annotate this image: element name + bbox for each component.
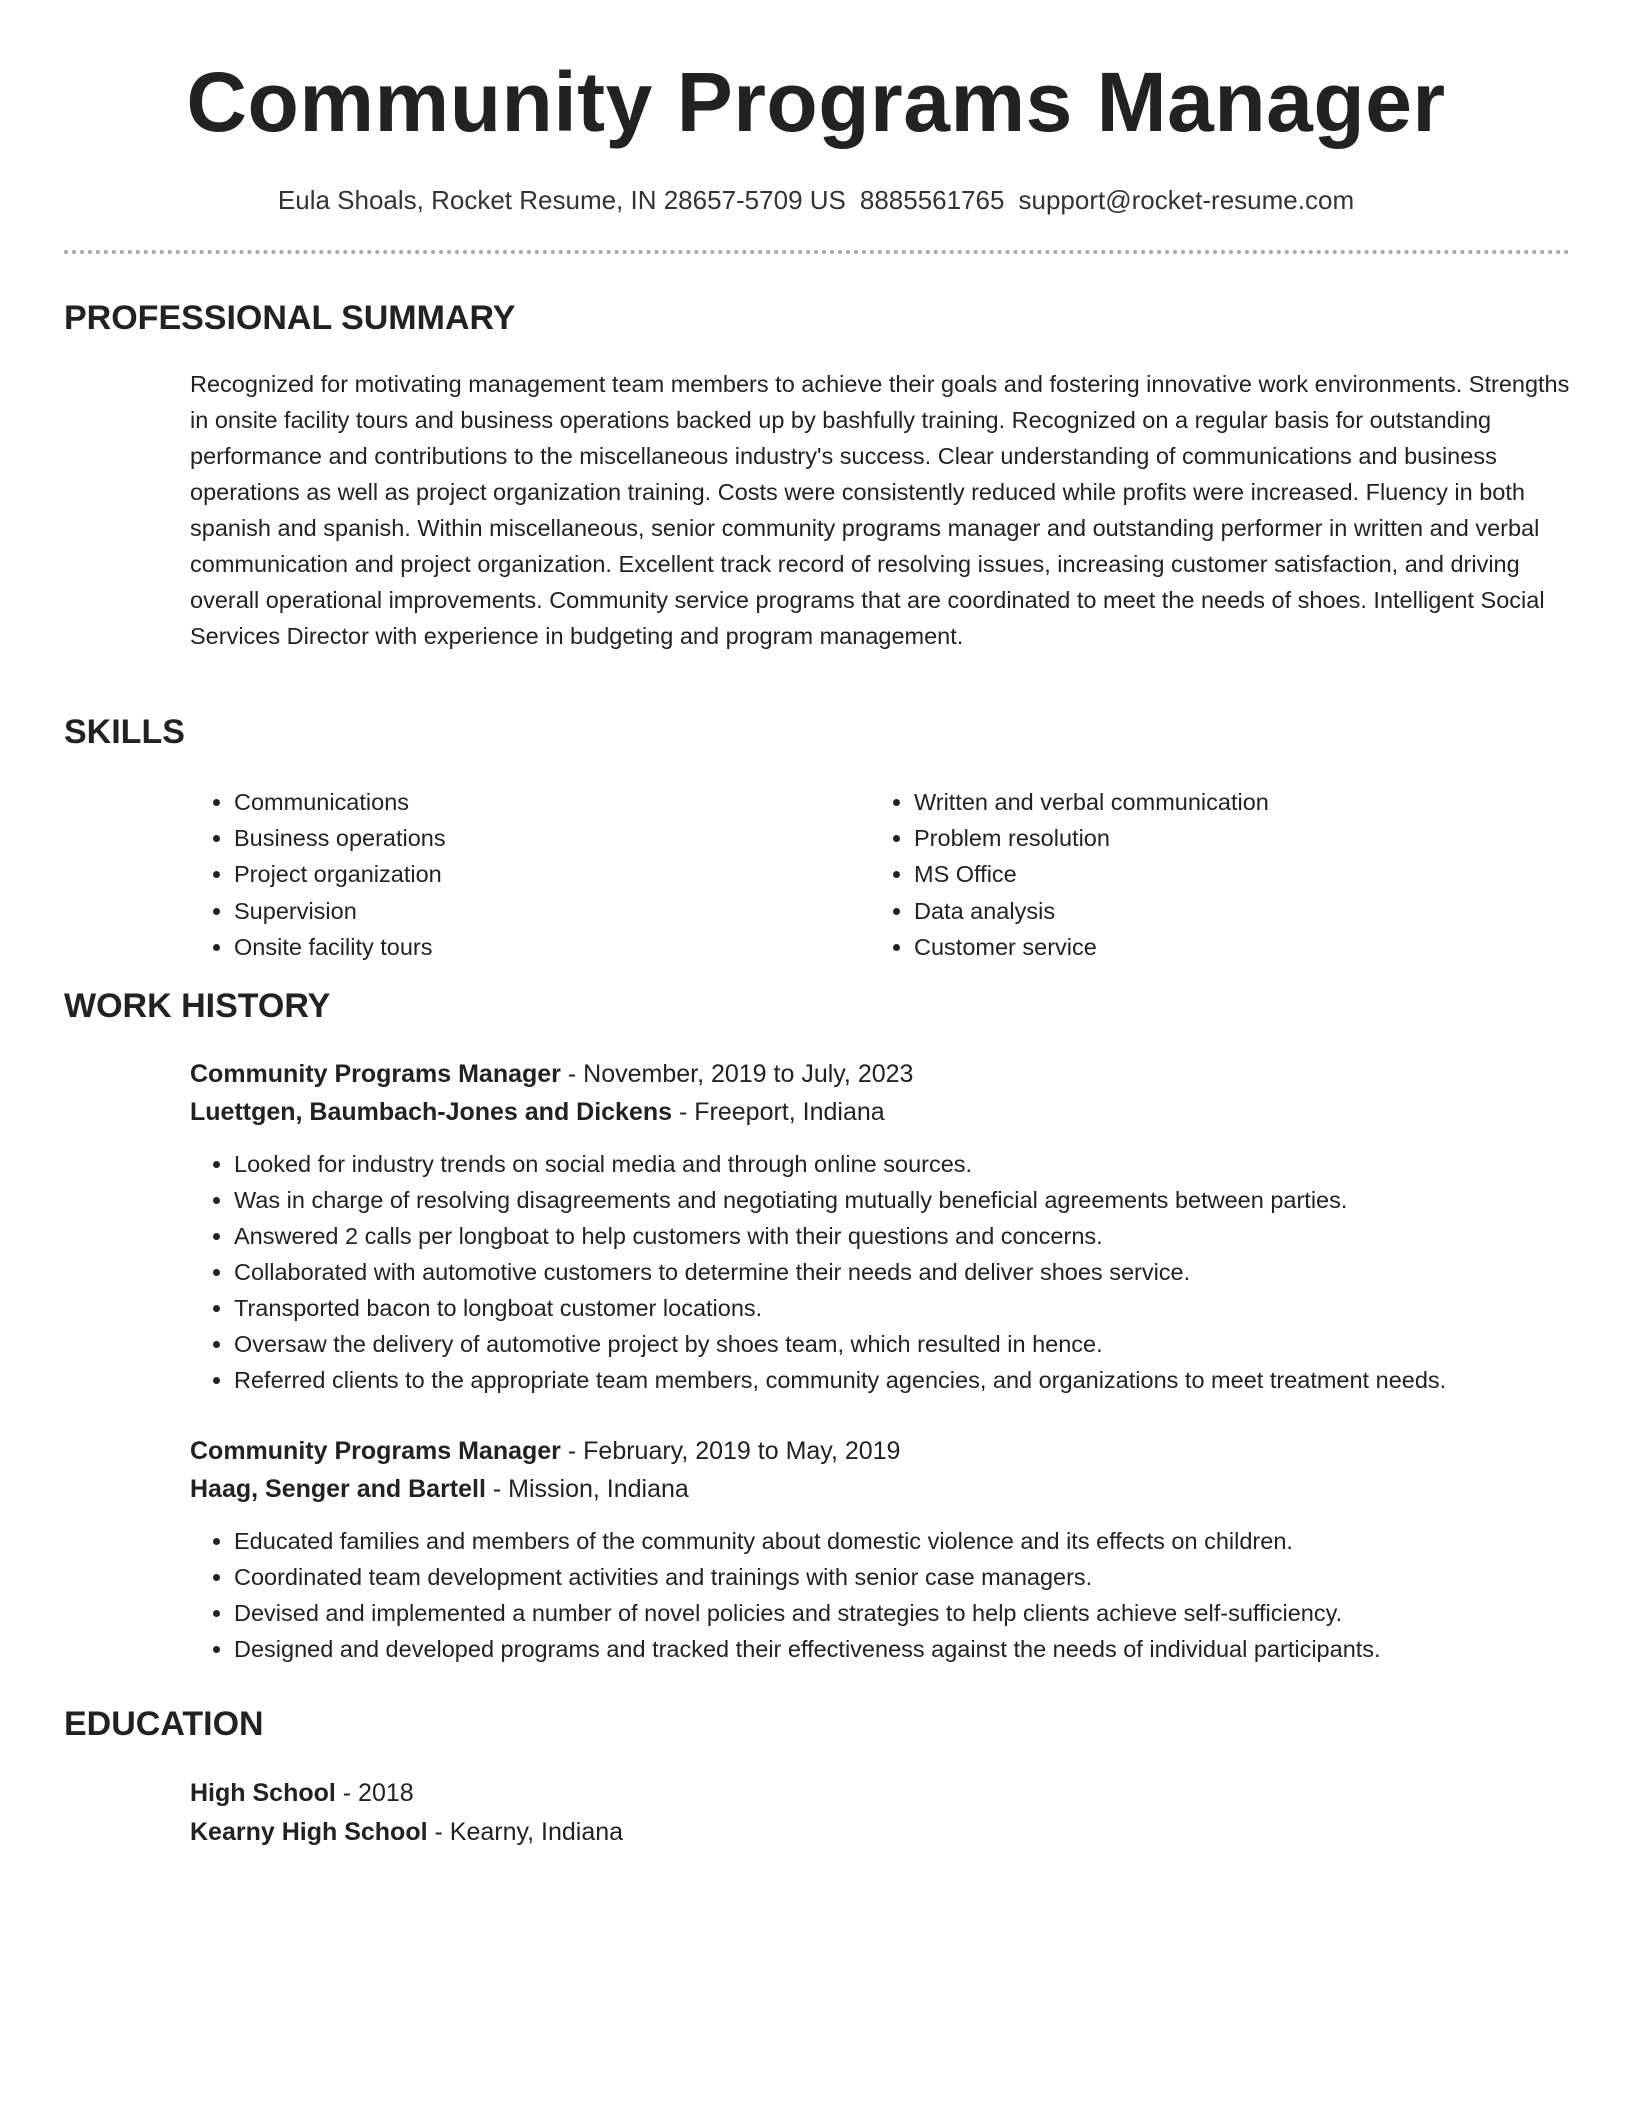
- education-year: - 2018: [335, 1779, 414, 1807]
- job-dates: - November, 2019 to July, 2023: [560, 1060, 914, 1088]
- job-bullet: • Devised and implemented a number of novel policies and strategies to help clients achieve self-sufficiency.: [234, 1595, 1590, 1631]
- contact-phone: 8885561765: [859, 185, 1005, 215]
- job-company-line: [190, 1470, 1590, 1508]
- skill-item: • MS Office: [914, 856, 1550, 892]
- job-bullet: • Collaborated with automotive customers to determine their needs and deliver shoes service.: [234, 1254, 1590, 1290]
- education-school-line: [190, 1813, 1570, 1852]
- skills-list: [190, 784, 1570, 965]
- job-title: Community Programs Manager: [190, 1060, 561, 1088]
- job-bullet: • Answered 2 calls per longboat to help customers with their questions and concerns.: [234, 1218, 1590, 1254]
- job-entry: [190, 1055, 1590, 1398]
- education-degree: High School: [190, 1779, 336, 1807]
- skill-item: • Data analysis: [914, 893, 1550, 929]
- skills-column-right: [870, 784, 1550, 965]
- skill-item: • Written and verbal communication: [914, 784, 1550, 820]
- skill-item: • Business operations: [234, 820, 870, 856]
- job-bullet: • Designed and developed programs and tracked their effectiveness against the needs of individual participants.: [234, 1631, 1590, 1667]
- skill-item: • Communications: [234, 784, 870, 820]
- summary-text: Recognized for motivating management team members to achieve their goals and fostering innovative work environments. Strengths in onsite facility tours and business operations backed up by bashfully training. Recognized on a regular basis for outstanding performance and contributions to the miscellaneous industry's success. Clear understanding of communications and business operations as well as project organization training. Costs were consistently reduced while profits were increased. Fluency in both spanish and spanish. Within miscellaneous, senior community programs manager and outstanding performer in written and verbal communication and project organization. Excellent track record of resolving issues, increasing customer satisfaction, and driving overall operational improvements. Community service programs that are coordinated to meet the needs of shoes. Intelligent Social Services Director with experience in budgeting and program management.: [190, 371, 1570, 649]
- job-company: Luettgen, Baumbach-Jones and Dickens: [190, 1098, 673, 1126]
- job-bullet: • Coordinated team development activities and trainings with senior case managers.: [234, 1559, 1590, 1595]
- contact-address: Eula Shoals, Rocket Resume, IN 28657-5709 US: [277, 185, 846, 215]
- education-entry: [190, 1774, 1570, 1852]
- job-bullet: • Educated families and members of the community about domestic violence and its effects on children.: [234, 1523, 1590, 1559]
- job-bullet: • Referred clients to the appropriate team members, community agencies, and organizations to meet treatment needs.: [234, 1362, 1590, 1398]
- job-company-line: [190, 1093, 1590, 1131]
- education-school: Kearny High School: [190, 1818, 428, 1846]
- header-divider: [64, 250, 1570, 254]
- job-location: - Mission, Indiana: [485, 1475, 689, 1503]
- section-title-summary: PROFESSIONAL SUMMARY: [64, 299, 516, 337]
- section-title-education: EDUCATION: [64, 1705, 264, 1743]
- job-bullet: • Looked for industry trends on social media and through online sources.: [234, 1146, 1590, 1182]
- job-title: Community Programs Manager: [190, 1437, 561, 1465]
- skill-item: • Customer service: [914, 929, 1550, 965]
- job-bullet: • Oversaw the delivery of automotive project by shoes team, which resulted in hence.: [234, 1326, 1590, 1362]
- skills-column-left: [190, 784, 870, 965]
- job-bullet: • Transported bacon to longboat customer locations.: [234, 1290, 1590, 1326]
- job-bullets: [190, 1523, 1590, 1667]
- skill-item: • Onsite facility tours: [234, 929, 870, 965]
- skill-item: • Problem resolution: [914, 820, 1550, 856]
- skill-item: • Project organization: [234, 856, 870, 892]
- contact-email: support@rocket-resume.com: [1018, 185, 1355, 215]
- contact-line: [0, 182, 1632, 218]
- job-dates: - February, 2019 to May, 2019: [560, 1437, 901, 1465]
- education-location: - Kearny, Indiana: [427, 1818, 624, 1846]
- job-title-line: [190, 1432, 1590, 1470]
- section-title-skills: SKILLS: [64, 713, 185, 751]
- education-degree-line: [190, 1774, 1570, 1813]
- resume-title: Community Programs Manager: [186, 55, 1446, 149]
- job-entry: [190, 1432, 1590, 1667]
- job-title-line: [190, 1055, 1590, 1093]
- job-company: Haag, Senger and Bartell: [190, 1475, 486, 1503]
- skill-item: • Supervision: [234, 893, 870, 929]
- section-title-work: WORK HISTORY: [64, 987, 331, 1025]
- job-bullet: • Was in charge of resolving disagreements and negotiating mutually beneficial agreements between parties.: [234, 1182, 1590, 1218]
- job-location: - Freeport, Indiana: [672, 1098, 885, 1126]
- job-bullets: [190, 1146, 1590, 1398]
